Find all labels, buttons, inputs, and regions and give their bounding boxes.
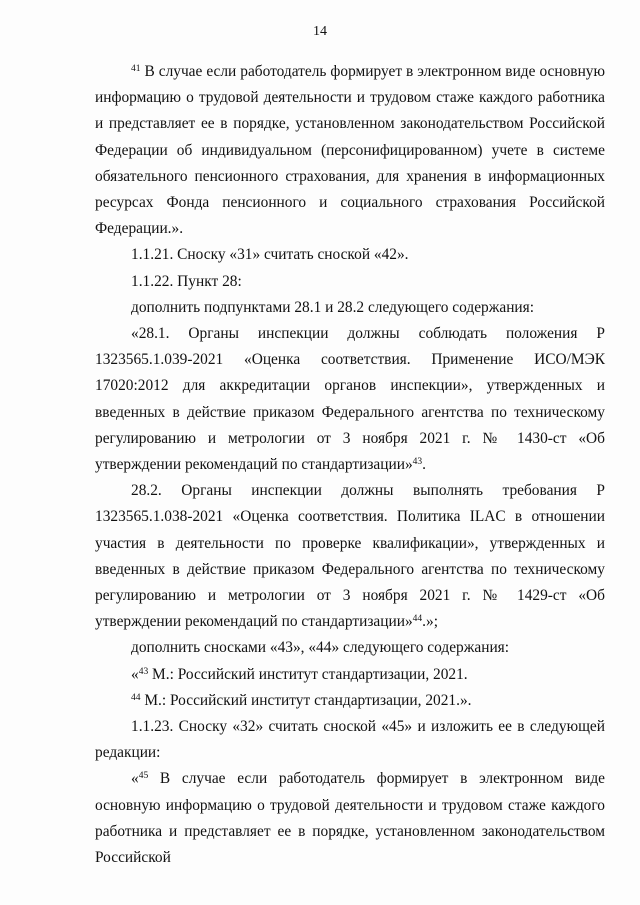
paragraph-tail: .»; bbox=[422, 613, 438, 631]
footnote-marker: 43 bbox=[412, 457, 423, 468]
item-1-1-21: 1.1.21. Сноску «31» считать сноской «42». bbox=[131, 246, 409, 264]
item-1-1-22: 1.1.22. Пункт 28: bbox=[131, 272, 242, 290]
subpoint-28-1 bbox=[95, 321, 605, 478]
amendment-intro: дополнить подпунктами 28.1 и 28.2 следующего содержания: bbox=[131, 298, 535, 316]
paragraph-text: В случае если работодатель формирует в электронном виде основную информацию о трудовой деятельности и трудовом стаже каждого работника и представляет ее в порядке, установленном законодательством Российской bbox=[95, 770, 605, 867]
paragraph-tail: . bbox=[422, 456, 427, 474]
footnote-45-paragraph bbox=[95, 766, 605, 871]
footnote-marker: 44 bbox=[131, 692, 141, 703]
footnote-41-paragraph bbox=[95, 59, 605, 242]
quote-mark: « bbox=[131, 770, 139, 788]
footnote-text: М.: Российский институт стандартизации, 2021.». bbox=[140, 691, 472, 709]
footnote-marker: 41 bbox=[131, 64, 141, 74]
item-1-1-23: 1.1.23. Сноску «32» считать сноской «45» и изложить ее в следующей редакции: bbox=[95, 718, 605, 762]
subpoint-28-2 bbox=[95, 478, 605, 635]
paragraph-text: «28.1. Органы инспекции должны соблюдать положения Р 1323565.1.039-2021 «Оценка соответствия. Применение ИСО/МЭК 17020:2012 для аккредитации органов инспекции», утвержденных и введенных в действие приказом Федерального агентства по техническому регулированию и метрологии от 3 ноября 2021 г. № 1430-ст «Об утверждении рекомендаций по стандартизации» bbox=[95, 325, 605, 474]
document-body bbox=[95, 59, 605, 871]
footnotes-intro: дополнить сносками «43», «44» следующего содержания: bbox=[131, 639, 510, 657]
footnote-text: М.: Российский институт стандартизации, 2021. bbox=[148, 665, 468, 683]
footnote-marker: 44 bbox=[412, 614, 423, 625]
footnote-44 bbox=[95, 688, 605, 714]
paragraph-text: 28.2. Органы инспекции должны выполнять требования Р 1323565.1.038-2021 «Оценка соответствия. Политика ILAC в отношении участия в деятельности по проверке квалификации», утвержденных и введенных в действие приказом Федерального агентства по техническому регулированию и метрологии от 3 ноября 2021 г. № 1429-ст «Об утверждении рекомендаций по стандартизации» bbox=[95, 482, 605, 631]
footnote-marker: 45 bbox=[138, 771, 149, 782]
footnote-43 bbox=[95, 662, 605, 688]
quote-mark: « bbox=[131, 665, 139, 683]
paragraph-text: В случае если работодатель формирует в электронном виде основную информацию о трудовой деятельности и трудовом стаже каждого работника и представляет ее в порядке, установленном законодательством Российской Федерации об индивидуальном (персонифицированном) учете в системе обязательного пенсионного страхования, для хранения в информационных ресурсах Фонда пенсионного и социального страхования Российской Федерации.». bbox=[95, 63, 605, 238]
footnote-marker: 43 bbox=[138, 666, 149, 677]
page-number: 14 bbox=[313, 24, 327, 39]
